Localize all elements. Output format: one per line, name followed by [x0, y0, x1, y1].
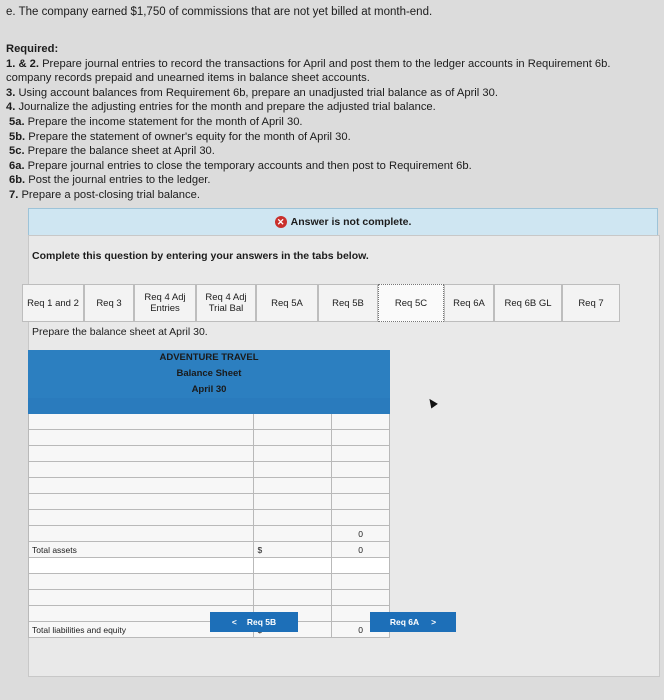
amount-input[interactable]	[254, 574, 332, 590]
balance-sheet-header	[28, 350, 390, 398]
req-item: 5a. Prepare the income statement for the month of April 30.	[9, 115, 303, 128]
tab-bar	[22, 284, 620, 322]
intro-text: e. The company earned $1,750 of commissions that are not yet billed at month-end.	[6, 6, 433, 18]
tab-req-1-2[interactable]: Req 1 and 2	[22, 284, 84, 322]
total-liabilities-label: Total liabilities and equity	[29, 622, 254, 638]
amount-input[interactable]	[254, 494, 332, 510]
req-item: 6b. Post the journal entries to the ledger.	[9, 174, 211, 187]
account-input[interactable]	[29, 446, 254, 462]
error-icon: ✕	[275, 216, 287, 228]
dollar-sign: $	[254, 542, 332, 558]
amount-input[interactable]	[254, 558, 332, 574]
req-item: 5c. Prepare the balance sheet at April 30.	[9, 145, 215, 158]
amount-input[interactable]	[254, 462, 332, 478]
amount-input[interactable]	[254, 446, 332, 462]
amount-input[interactable]	[254, 478, 332, 494]
statement-title: Balance Sheet	[176, 368, 242, 379]
account-input[interactable]	[29, 558, 254, 574]
total-liabilities-value: 0	[332, 622, 390, 638]
total-input[interactable]	[332, 510, 390, 526]
total-input[interactable]	[332, 462, 390, 478]
account-input[interactable]	[29, 494, 254, 510]
required-heading: Required:	[6, 43, 59, 55]
company-name: ADVENTURE TRAVEL	[159, 352, 259, 363]
next-button[interactable]: Req 6A >	[370, 612, 456, 632]
total-input[interactable]	[332, 478, 390, 494]
total-input[interactable]	[332, 446, 390, 462]
total-input[interactable]	[332, 574, 390, 590]
req-item: 1. & 2. Prepare journal entries to record the transactions for April and post them to the ledger accounts in Requirement 6b.	[6, 57, 611, 70]
req-item: 5b. Prepare the statement of owner's equity for the month of April 30.	[9, 130, 351, 143]
tab-req-6a[interactable]: Req 6A	[444, 284, 494, 322]
tab-req-4-adj-trial-bal[interactable]: Req 4 Adj Trial Bal	[196, 284, 256, 322]
total-input[interactable]	[332, 558, 390, 574]
total-assets-label: Total assets	[29, 542, 254, 558]
tab-req-5a[interactable]: Req 5A	[256, 284, 318, 322]
amount-input[interactable]	[254, 590, 332, 606]
total-input[interactable]	[332, 494, 390, 510]
amount-input[interactable]	[254, 510, 332, 526]
account-input[interactable]	[29, 430, 254, 446]
prompt-text: Prepare the balance sheet at April 30.	[32, 326, 208, 338]
req-item: 7. Prepare a post-closing trial balance.	[9, 188, 200, 201]
account-input[interactable]	[29, 590, 254, 606]
req-item: 4. Journalize the adjusting entries for the month and prepare the adjusted trial balance.	[6, 101, 436, 114]
amount-input[interactable]	[254, 414, 332, 430]
banner-text: Answer is not complete.	[290, 216, 412, 228]
tab-req-6b-gl[interactable]: Req 6B GL	[494, 284, 562, 322]
tab-req-5c[interactable]: Req 5C	[378, 284, 444, 322]
total-input[interactable]	[332, 430, 390, 446]
account-input[interactable]	[29, 510, 254, 526]
account-input[interactable]	[29, 462, 254, 478]
statement-date: April 30	[191, 384, 227, 395]
req-item: 3. Using account balances from Requirement 6b, prepare an unadjusted trial balance as of April 30.	[6, 86, 498, 99]
total-input[interactable]	[332, 590, 390, 606]
tab-req-3[interactable]: Req 3	[84, 284, 134, 322]
prev-button[interactable]: < Req 5B	[210, 612, 298, 632]
req-item: company records prepaid and unearned items in balance sheet accounts.	[6, 72, 370, 85]
tab-req-4-adj-entries[interactable]: Req 4 Adj Entries	[134, 284, 196, 322]
panel-title: Complete this question by entering your answers in the tabs below.	[32, 250, 369, 262]
tab-req-7[interactable]: Req 7	[562, 284, 620, 322]
requirements	[6, 42, 610, 203]
total-input[interactable]	[332, 414, 390, 430]
account-input[interactable]	[29, 478, 254, 494]
tab-req-5b[interactable]: Req 5B	[318, 284, 378, 322]
subtotal-value: 0	[332, 526, 390, 542]
answer-status-banner	[28, 208, 658, 236]
account-input[interactable]	[29, 574, 254, 590]
account-input[interactable]	[29, 414, 254, 430]
req-item: 6a. Prepare journal entries to close the temporary accounts and then post to Requirement 6b.	[9, 159, 472, 172]
amount-input[interactable]	[254, 430, 332, 446]
balance-sheet	[28, 350, 390, 638]
total-assets-value: 0	[332, 542, 390, 558]
